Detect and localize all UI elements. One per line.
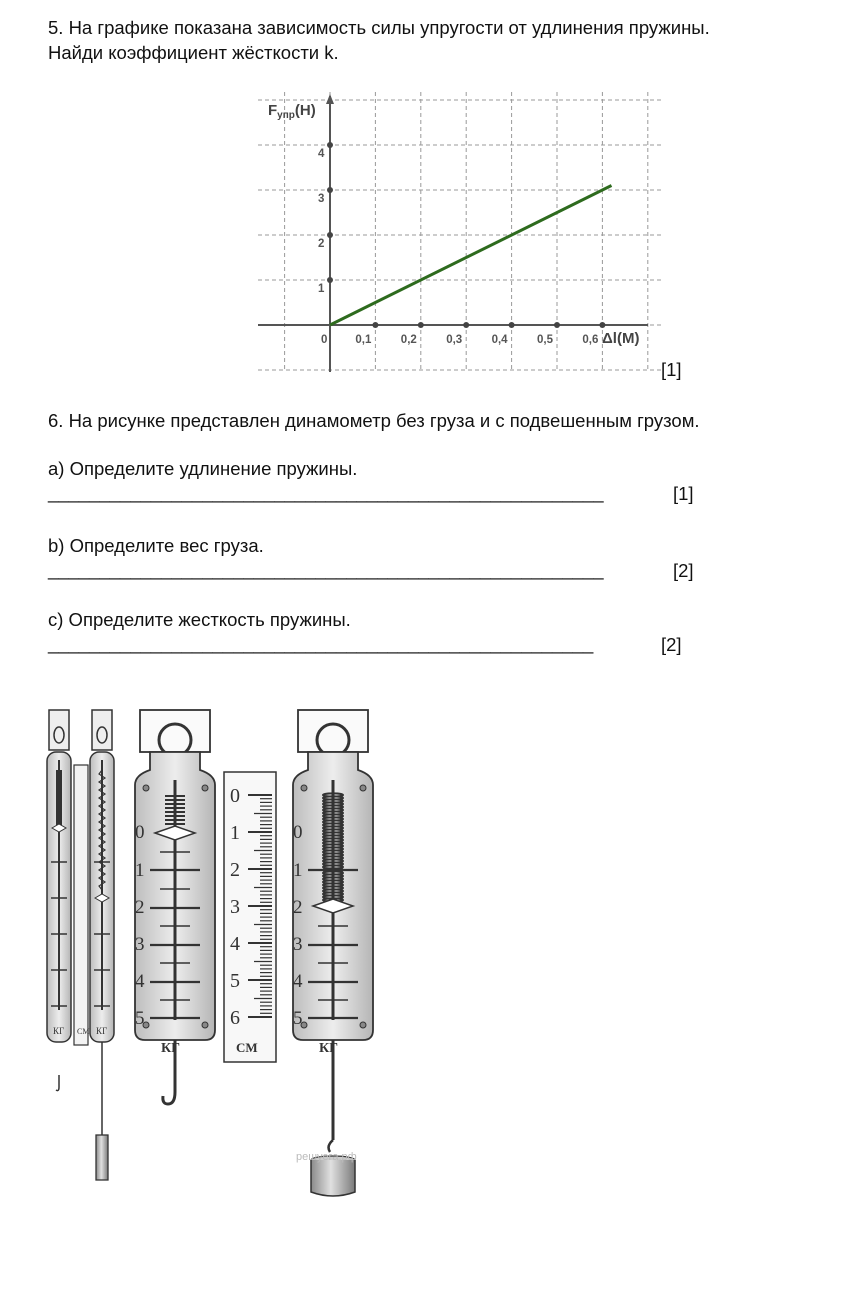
chart-y-tick-label: 3	[318, 193, 325, 205]
task6b-answer-line[interactable]: ______________________________________________________	[48, 559, 604, 580]
task6b-text: b) Определите вес груза.	[48, 535, 264, 556]
large1-scale-label: 3	[135, 934, 145, 955]
large1-scale-label: 1	[135, 860, 145, 881]
ruler-label: 2	[230, 859, 240, 881]
large2-scale-label: 2	[293, 897, 303, 918]
task6c-points: [2]	[661, 634, 682, 655]
task6a-answer-line[interactable]: ______________________________________________________	[48, 482, 604, 503]
large2-scale-label: 4	[293, 971, 303, 992]
large-dynamometer-unloaded	[135, 710, 215, 1104]
task6c-text: с) Определите жесткость пружины.	[48, 609, 351, 630]
small-ruler	[74, 765, 89, 1045]
task5-line1: 5. На графике показана зависимость силы упругости от удлинения пружины.	[48, 17, 710, 38]
chart-x-tick-label: 0	[321, 334, 328, 346]
chart-x-tick-label: 0,4	[491, 334, 508, 346]
large1-scale-label: 4	[135, 971, 145, 992]
ruler-label: 6	[230, 1007, 240, 1029]
small-dynamometer-loaded	[90, 710, 114, 1180]
large2-scale-label: 3	[293, 934, 303, 955]
chart-y-tick-label: 1	[318, 283, 325, 295]
chart-x-tick-label: 0,6	[582, 334, 599, 346]
small1-unit: КГ	[53, 1026, 65, 1036]
watermark: решуега.рф	[296, 1151, 357, 1163]
large2-unit: КГ	[319, 1041, 339, 1056]
ruler-unit: СМ	[236, 1040, 258, 1055]
svg-text:КГ: КГ	[96, 1026, 108, 1036]
large2-scale-label: 1	[293, 860, 303, 881]
chart-y-tick-label: 4	[318, 148, 325, 160]
chart-x-axis-label: Δl(M)	[602, 330, 640, 347]
centimeter-ruler	[224, 772, 276, 1062]
task5-points: [1]	[661, 359, 682, 380]
task6a-points: [1]	[673, 483, 694, 504]
ruler-label: 0	[230, 785, 240, 807]
task6c-answer-line[interactable]: _____________________________________________________	[48, 633, 594, 654]
ruler-label: 4	[230, 933, 240, 955]
svg-text:СМ: СМ	[77, 1027, 90, 1036]
small-dynamometer-unloaded	[47, 710, 71, 1091]
chart-x-tick-label: 0,5	[537, 334, 553, 346]
task6-intro: 6. На рисунке представлен динамометр без груза и с подвешенным грузом.	[48, 410, 700, 431]
large1-scale-label: 2	[135, 897, 145, 918]
ruler-label: 3	[230, 896, 240, 918]
chart-x-tick-label: 0,2	[400, 334, 417, 346]
task5-line2: Найди коэффициент жёсткости k.	[48, 42, 339, 63]
large1-unit: КГ	[161, 1041, 181, 1056]
large1-scale-label: 0	[135, 822, 145, 843]
large2-scale-label: 5	[293, 1008, 303, 1029]
chart-y-tick-label: 2	[318, 238, 325, 250]
large1-scale-label: 5	[135, 1008, 145, 1029]
task6a-text: а) Определите удлинение пружины.	[48, 458, 358, 479]
large-dynamometer-loaded	[293, 710, 373, 1196]
chart-y-axis-label: $F_{упр}(H)$	[268, 102, 316, 121]
ruler-label: 1	[230, 822, 240, 844]
chart-x-tick-label: 0,3	[446, 334, 463, 346]
task6b-points: [2]	[673, 560, 694, 581]
chart-x-tick-label: 0,1	[355, 334, 372, 346]
large2-scale-label: 0	[293, 822, 303, 843]
ruler-label: 5	[230, 970, 240, 992]
